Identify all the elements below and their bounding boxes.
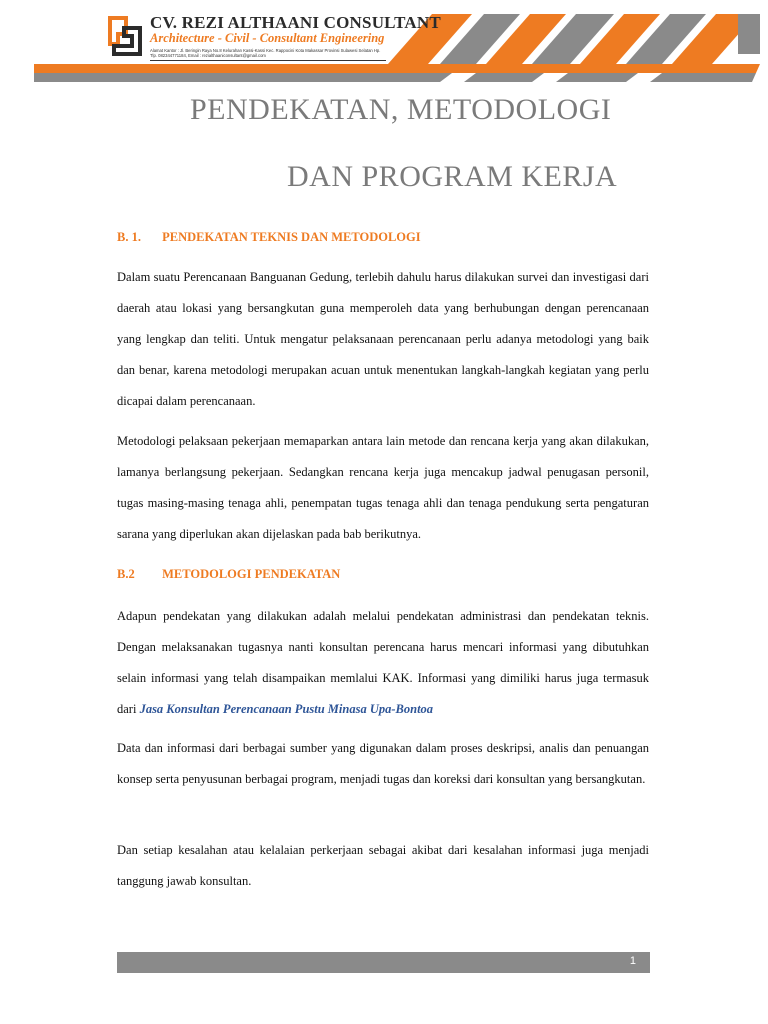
document-title-line-2: DAN PROGRAM KERJA xyxy=(287,160,618,193)
company-address: Alamat Kantor : Jl. Beringin Raya No.8 Kelurahan Kassi-Kassi Kec. Rappocini Kota Makassar Provinsi Sulawesi Selatan Hp. Tlp. 082344771184, Email : rezialthaaniconsultant@gmail.com xyxy=(150,48,381,59)
company-tagline: Architecture - Civil - Consultant Engineering xyxy=(150,31,385,45)
company-logo xyxy=(104,14,146,58)
section-number: B.2 xyxy=(117,567,135,581)
section-number: B. 1. xyxy=(117,230,141,244)
section-title: METODOLOGI PENDEKATAN xyxy=(162,567,341,581)
paragraph xyxy=(117,601,649,725)
document-title-line-1: PENDEKATAN, METODOLOGI xyxy=(190,93,612,126)
footer-bar xyxy=(117,952,650,973)
section-title: PENDEKATAN TEKNIS DAN METODOLOGI xyxy=(162,230,421,244)
paragraph: Metodologi pelaksaan pekerjaan memaparkan antara lain metode dan rencana kerja yang akan dilakukan, lamanya berlangsung pekerjaan. Sedangkan rencana kerja juga mencakup jadwal penugasan personil, tugas masing-masing tenaga ahli, penempatan tugas tenaga ahli dan tenaga pendukung serta pengaturan sarana yang diperlukan akan dijelaskan pada bab berikutnya. xyxy=(117,434,649,541)
section-heading-b1 xyxy=(117,230,421,245)
letterhead xyxy=(0,0,768,95)
project-name: Jasa Konsultan Perencanaan Pustu Minasa Upa-Bontoa xyxy=(139,702,434,716)
paragraph: Data dan informasi dari berbagai sumber yang digunakan dalam proses deskripsi, analis dan penuangan konsep serta penyusunan berbagai program, menjadi tugas dan koreksi dari konsultan yang bersangkutan. xyxy=(117,741,649,786)
paragraph-text: Adapun pendekatan yang dilakukan adalah melalui pendekatan administrasi dan pendekatan teknis. Dengan melaksanakan tugasnya nanti konsultan perencana harus mencari informasi yang dibutuhkan selain informasi yang telah disampaikan memlalui KAK. Informasi yang dimiliki harus juga termasuk dari xyxy=(117,609,649,716)
paragraph: Dan setiap kesalahan atau kelalaian perkerjaan sebagai akibat dari kesalahan informasi juga menjadi tanggung jawab konsultan. xyxy=(117,843,649,888)
page-number: 1 xyxy=(629,955,636,967)
section-heading-b2 xyxy=(117,567,340,582)
company-name: CV. REZI ALTHAANI CONSULTANT xyxy=(150,13,441,32)
paragraph: Dalam suatu Perencanaan Banguanan Gedung, terlebih dahulu harus dilakukan survei dan investigasi dari daerah atau lokasi yang bersangkutan guna memperoleh data yang berhubungan dengan perencanaan yang lengkap dan teliti. Untuk mengatur pelaksanaan perencanaan perlu adanya metodologi yang baik dan benar, karena metodologi merupakan acuan untuk menentukan langkah-langkah kegiatan yang perlu dicapai dalam perencanaan. xyxy=(117,270,649,408)
